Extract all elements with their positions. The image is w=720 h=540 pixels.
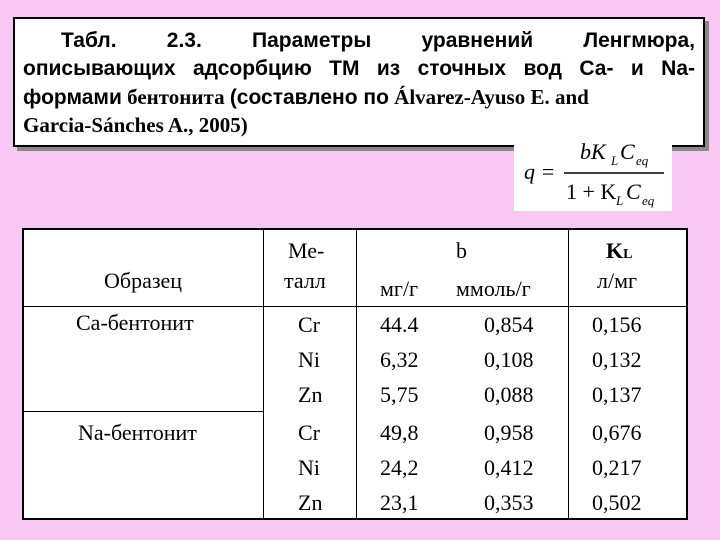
caption-line-4: Garcia-Sánches A., 2005) xyxy=(23,113,248,137)
caption-line-3-part-a: формами xyxy=(23,86,122,109)
table-cell-kl: 0,502 xyxy=(592,490,642,515)
header-mmol-per-g: ммоль/г xyxy=(456,276,531,301)
table-cell-mg: 5,75 xyxy=(380,382,419,407)
formula-denominator-sub-eq: eq xyxy=(642,193,655,208)
table-cell-mg: 24,2 xyxy=(380,455,419,480)
header-b: b xyxy=(456,238,467,263)
caption-line-3-part-c: (составлено по xyxy=(229,86,389,109)
table-cell-kl: 0,676 xyxy=(592,420,642,445)
header-kl xyxy=(606,238,632,264)
table-cell-mg: 44.4 xyxy=(380,312,419,337)
header-kl-sub: L xyxy=(623,247,633,262)
formula-numerator-sub-l: L xyxy=(611,153,619,168)
table-cell-kl: 0,132 xyxy=(592,347,642,372)
sample-na-bentonite: Na-бентонит xyxy=(78,420,197,445)
caption-line-3-part-d: Álvarez-Ayuso E. and xyxy=(394,85,589,109)
header-metal-line-1: Ме- xyxy=(288,238,325,263)
header-mg-per-g: мг/г xyxy=(380,276,419,301)
formula-denominator-c: C xyxy=(626,179,641,204)
table-divider-kl xyxy=(568,230,569,518)
table-cell-metal: Cr xyxy=(298,420,320,445)
header-sample: Образец xyxy=(104,268,183,293)
table-cell-metal: Zn xyxy=(298,490,323,515)
table-header-divider xyxy=(24,306,686,307)
table-cell-metal: Zn xyxy=(298,382,323,407)
formula-denominator-sub-l: L xyxy=(616,193,624,208)
formula-lhs: q = xyxy=(524,159,556,184)
caption-line-3-part-b: бентонита xyxy=(127,85,225,109)
table-cell-mmol: 0,412 xyxy=(484,455,534,480)
table-cell-mg: 23,1 xyxy=(380,490,419,515)
table-cell-mmol: 0,088 xyxy=(484,382,534,407)
table-cell-metal: Ni xyxy=(298,455,320,480)
header-kl-main: K xyxy=(606,238,624,263)
langmuir-parameters-table xyxy=(22,228,688,520)
sample-ca-bentonite: Са-бентонит xyxy=(76,310,194,335)
table-cell-metal: Ni xyxy=(298,347,320,372)
header-kl-unit: л/мг xyxy=(597,268,638,293)
table-caption-box xyxy=(13,17,705,147)
table-cell-mmol: 0,958 xyxy=(484,420,534,445)
header-metal-line-2: талл xyxy=(284,268,326,293)
table-cell-kl: 0,137 xyxy=(592,382,642,407)
table-cell-mmol: 0,353 xyxy=(484,490,534,515)
table-cell-mg: 49,8 xyxy=(380,420,419,445)
table-cell-mg: 6,32 xyxy=(380,347,419,372)
caption-line-1: Табл. 2.3. Параметры уравнений Ленгмюра, xyxy=(61,29,695,52)
caption-line-2: описывающих адсорбцию ТМ из сточных вод Са- и Na- xyxy=(23,57,695,80)
formula-numerator-sub-eq: eq xyxy=(636,153,649,168)
table-cell-metal: Cr xyxy=(298,312,320,337)
langmuir-formula xyxy=(514,133,672,211)
formula-numerator-c: C xyxy=(620,139,635,164)
formula-denominator-a: 1 + K xyxy=(566,179,617,204)
caption-line-3 xyxy=(23,85,695,110)
table-divider-sample xyxy=(263,230,264,518)
table-group-divider xyxy=(24,411,263,412)
table-divider-metal xyxy=(356,230,357,518)
table-cell-mmol: 0,854 xyxy=(484,312,534,337)
table-cell-kl: 0,217 xyxy=(592,455,642,480)
table-cell-kl: 0,156 xyxy=(592,312,642,337)
formula-numerator-b-k: bK xyxy=(580,139,606,164)
table-cell-mmol: 0,108 xyxy=(484,347,534,372)
